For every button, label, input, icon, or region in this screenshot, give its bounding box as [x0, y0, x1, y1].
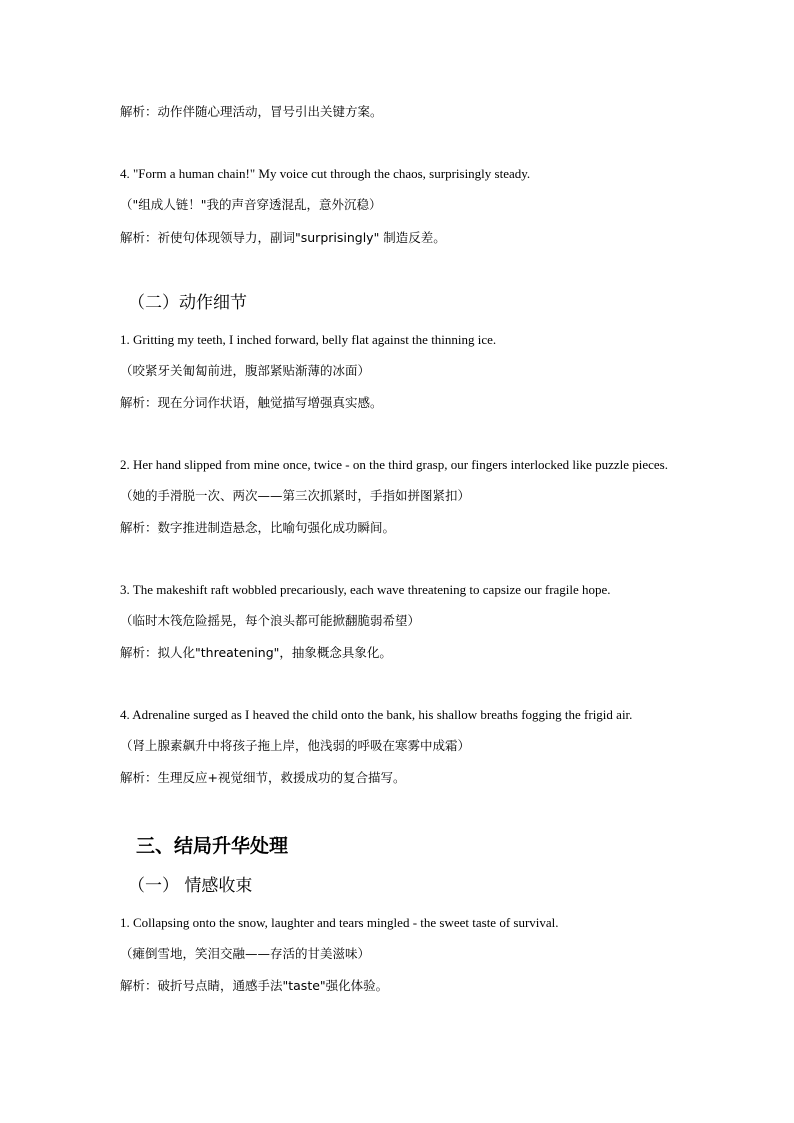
- section-heading: 三、结局升华处理: [136, 835, 289, 857]
- example-sentence: 4. Adrenaline surged as I heaved the child onto the bank, his shallow breaths fogging the frigid air.: [120, 707, 633, 722]
- translation-line: （咬紧牙关匍匐前进，腹部紧贴渐薄的冰面）: [120, 363, 371, 378]
- analysis-line: 解析：动作伴随心理活动，冒号引出关键方案。: [120, 104, 383, 119]
- example-sentence: 2. Her hand slipped from mine once, twice - on the third grasp, our fingers interlocked like puzzle pieces.: [120, 457, 668, 472]
- analysis-line: 解析：拟人化"threatening"，抽象概念具象化。: [120, 645, 392, 660]
- example-sentence: 3. The makeshift raft wobbled precariously, each wave threatening to capsize our fragile hope.: [120, 582, 611, 597]
- translation-line: （"组成人链！"我的声音穿透混乱，意外沉稳）: [120, 197, 382, 212]
- analysis-line: 解析：数字推进制造悬念，比喻句强化成功瞬间。: [120, 520, 396, 535]
- example-sentence: 4. "Form a human chain!" My voice cut through the chaos, surprisingly steady.: [120, 166, 531, 181]
- subsection-heading: （二）动作细节: [128, 293, 247, 313]
- analysis-line: 解析：生理反应+视觉细节，救援成功的复合描写。: [120, 770, 406, 785]
- subsection-heading: （一） 情感收束: [128, 876, 253, 896]
- example-sentence: 1. Gritting my teeth, I inched forward, belly flat against the thinning ice.: [120, 332, 497, 347]
- example-sentence: 1. Collapsing onto the snow, laughter and tears mingled - the sweet taste of survival.: [120, 915, 559, 930]
- translation-line: （她的手滑脱一次、两次——第三次抓紧时，手指如拼图紧扣）: [120, 488, 471, 503]
- translation-line: （瘫倒雪地，笑泪交融——存活的甘美滋味）: [120, 946, 371, 961]
- translation-line: （肾上腺素飙升中将孩子拖上岸，他浅弱的呼吸在寒雾中成霜）: [120, 738, 471, 753]
- analysis-line: 解析：破折号点睛，通感手法"taste"强化体验。: [120, 978, 389, 993]
- analysis-line: 解析：祈使句体现领导力，副词"surprisingly" 制造反差。: [120, 230, 446, 245]
- translation-line: （临时木筏危险摇晃，每个浪头都可能掀翻脆弱希望）: [120, 613, 421, 628]
- analysis-line: 解析：现在分词作状语，触觉描写增强真实感。: [120, 395, 383, 410]
